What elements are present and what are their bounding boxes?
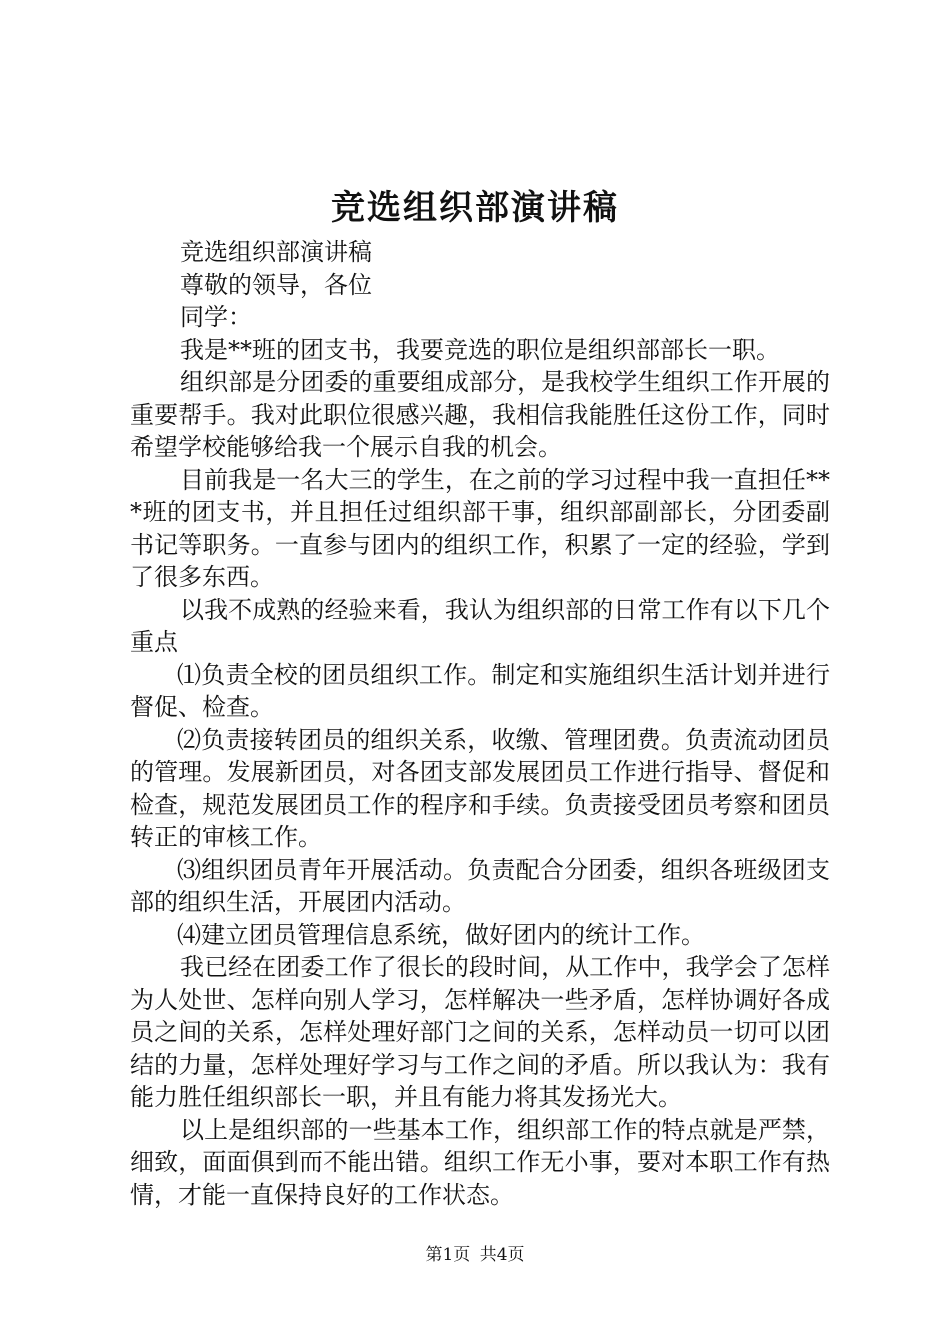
paragraph-intro: 我是**班的团支书，我要竞选的职位是组织部部长一职。 — [180, 335, 780, 364]
page-footer — [0, 1244, 950, 1266]
paragraph: 目前我是一名大三的学生，在之前的学习过程中我一直担任***班的团支书，并且担任过组织部干事，组织部副部长，分团委副书记等职务。一直参与团内的组织工作，积累了一定的经验，学到了很多东西。 — [130, 465, 830, 591]
paragraph-heading: 竞选组织部演讲稿 — [180, 238, 372, 266]
paragraph: 组织部是分团委的重要组成部分，是我校学生组织工作开展的重要帮手。我对此职位很感兴趣，我相信我能胜任这份工作，同时希望学校能够给我一个展示自我的机会。 — [130, 368, 830, 461]
list-item: ⑵负责接转团员的组织关系，收缴、管理团费。负责流动团员的管理。发展新团员，对各团支部发展团员工作进行指导、督促和检查，规范发展团员工作的程序和手续。负责接受团员考察和团员转正的审核工作。 — [130, 725, 830, 851]
page-total: 共4页 — [479, 1245, 525, 1265]
document-body — [130, 236, 830, 1211]
paragraph: 以上是组织部的一些基本工作，组织部工作的特点就是严禁，细致，面面俱到而不能出错。组织工作无小事，要对本职工作有热情，才能一直保持良好的工作状态。 — [130, 1115, 830, 1209]
list-item: ⑶组织团员青年开展活动。负责配合分团委，组织各班级团支部的组织生活，开展团内活动。 — [130, 855, 830, 916]
list-item: ⑴负责全校的团员组织工作。制定和实施组织生活计划并进行督促、检查。 — [130, 660, 830, 721]
document-title: 竞选组织部演讲稿 — [331, 188, 619, 228]
paragraph-salutation: 尊敬的领导，各位 — [180, 270, 372, 299]
list-item: ⑷建立团员管理信息系统，做好团内的统计工作。 — [177, 920, 705, 949]
paragraph: 以我不成熟的经验来看，我认为组织部的日常工作有以下几个重点 — [130, 595, 830, 656]
paragraph-salutation-cont: 同学： — [180, 303, 252, 331]
paragraph: 我已经在团委工作了很长的段时间，从工作中，我学会了怎样为人处世、怎样向别人学习，怎样解决一些矛盾，怎样协调好各成员之间的关系，怎样处理好部门之间的关系，怎样动员一切可以团结的力量，怎样处理好学习与工作之间的矛盾。所以我认为：我有能力胜任组织部长一职，并且有能力将其发扬光大。 — [130, 953, 830, 1111]
page-number: 第1页 — [425, 1245, 471, 1265]
